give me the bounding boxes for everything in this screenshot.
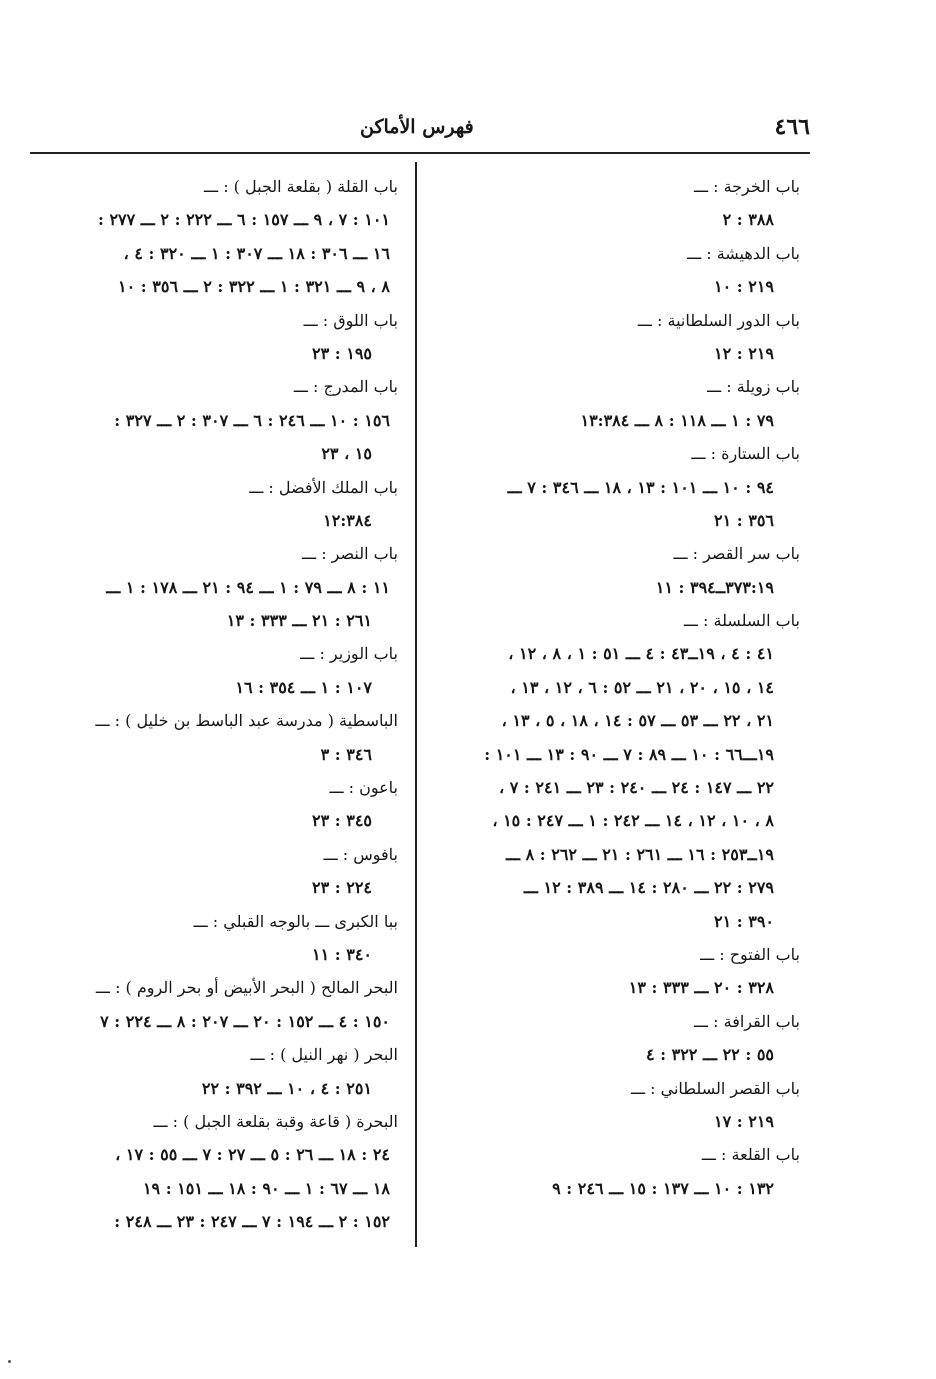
scan-speck <box>8 1360 11 1363</box>
index-entry-references: ١٠٧ : ١ ـــ ٣٥٤ : ١٦ <box>235 677 372 697</box>
index-entry-heading: باب المدرج : ـــ <box>293 377 398 397</box>
index-entry-heading: باب الدور السلطانية : ـــ <box>637 310 800 330</box>
index-entry-references: ٥٥ : ٢٢ ـــ ٣٢٢ : ٤ <box>645 1045 774 1065</box>
index-entry-heading: البحرة ( قاعة وقبة بقلعة الجبل ) : ـــ <box>153 1111 398 1131</box>
index-entry-heading: باب القرافة : ـــ <box>693 1011 800 1031</box>
index-entry-references: ٣٧٣:١٩ــ٣٩٤ : ١١ <box>655 577 774 597</box>
index-entry-references: ١١ : ٨ ـــ ٧٩ : ١ ـــ ٩٤ : ٢١ ـــ ١٧٨ : ١ ـــ <box>106 577 390 597</box>
index-entry-references: ٣٤٦ : ٣ <box>320 744 372 764</box>
index-entry-references: ١٥٢ : ٢ ـــ ١٩٤ : ٧ ـــ ٢٤٧ : ٢٣ ـــ ٢٤٨ : <box>114 1212 390 1232</box>
index-entry-references: ٢١٩ : ١٢ <box>713 343 774 363</box>
page-title: فهرس الأماكن <box>360 116 474 138</box>
index-entry-references: ٩٤ : ١٠ ـــ ١٠١ : ١٣ ، ١٨ ـــ ٣٤٦ : ٧ ـــ <box>507 477 774 497</box>
index-entry-heading: باب السلسلة : ـــ <box>683 611 800 631</box>
index-entry-heading: ببا الكبرى ـــ بالوجه القبلي : ـــ <box>193 911 398 931</box>
index-entry-references: ٨ ، ٩ ـــ ٣٢١ : ١ ـــ ٣٢٢ : ٢ ـــ ٣٥٦ : ١٠ <box>118 277 390 297</box>
index-entry-heading: بافوس : ـــ <box>323 844 398 864</box>
index-entry-references: ١٩ـــ٦٦ : ١٠ ـــ ٨٩ : ٧ ـــ ٩٠ : ١٣ ـــ ١٠١ : <box>484 744 774 764</box>
right-column <box>438 170 800 1205</box>
index-entry-references: ٢١٩ : ١٠ <box>713 277 774 297</box>
index-entry-heading: باب الوزير : ـــ <box>300 644 398 664</box>
column-divider <box>415 162 417 1247</box>
index-entry-references: ٣٤٠ : ١١ <box>311 944 372 964</box>
index-entry-heading: باب سر القصر : ـــ <box>673 544 800 564</box>
index-entry-references: ٣٩٠ : ٢١ <box>713 911 774 931</box>
header-rule <box>30 152 810 154</box>
index-entry-references: ١٤ ، ١٥ ، ٢٠ ، ٢١ ـــ ٥٢ : ٦ ، ١٢ ، ١٣ ، <box>510 677 774 697</box>
index-entry-heading: باب اللوق : ـــ <box>303 310 398 330</box>
index-entry-heading: باب النصر : ـــ <box>302 544 398 564</box>
index-entry-heading: باب الستارة : ـــ <box>691 444 800 464</box>
index-entry-references: ٢٧٩ : ٢٢ ـــ ٢٨٠ : ١٤ ـــ ٣٨٩ : ١٢ ـــ <box>523 878 774 898</box>
index-entry-heading: باب زويلة : ـــ <box>707 377 800 397</box>
index-entry-references: ١٩٥ : ٢٣ <box>311 343 372 363</box>
index-entry-references: ٢٦١ : ٢١ ـــ ٣٣٣ : ١٣ <box>226 611 372 631</box>
index-entry-references: ٢٤ : ١٨ ـــ ٢٦ : ٥ ـــ ٢٧ : ٧ ـــ ٥٥ : ١٧ ، <box>115 1145 390 1165</box>
index-entry-references: ١٥٦ : ١٠ ـــ ٢٤٦ : ٦ ـــ ٣٠٧ : ٢ ـــ ٣٢٧ : <box>114 410 390 430</box>
index-entry-references: ١٦ ـــ ٣٠٦ : ١٨ ـــ ٣٠٧ : ١ ـــ ٣٢٠ : ٤ ، <box>123 243 390 263</box>
index-entry-heading: البحر المالح ( البحر الأبيض أو بحر الروم ) : ـــ <box>95 978 398 998</box>
index-entry-references: ١٠١ : ٧ ، ٩ ـــ ١٥٧ : ٦ ـــ ٢٢٢ : ٢ ـــ ٢٧٧ : <box>97 210 390 230</box>
left-column <box>36 170 398 1239</box>
index-entry-references: ٣٢٨ : ٢٠ ـــ ٣٣٣ : ١٣ <box>628 978 774 998</box>
index-entry-references: ٣٤٥ : ٢٣ <box>311 811 372 831</box>
index-entry-heading: باب القصر السلطاني : ـــ <box>631 1078 800 1098</box>
index-entry-heading: باب القلة ( بقلعة الجبل ) : ـــ <box>204 177 398 196</box>
index-entry-references: ٢١ ، ٢٢ ـــ ٥٣ ـــ ٥٧ : ١٤ ، ١٨ ، ٥ ، ١٣ ، <box>501 711 774 731</box>
index-entry-references: ١٢:٣٨٤ <box>323 510 372 530</box>
index-entry-references: ٧٩ : ١ ـــ ١١٨ : ٨ ـــ ١٣:٣٨٤ <box>580 410 774 430</box>
index-entry-heading: باعون : ـــ <box>329 778 398 798</box>
index-entry-references: ١٥ ، ٢٣ <box>321 444 372 464</box>
index-entry-heading: باب الخرجة : ـــ <box>693 177 800 196</box>
index-entry-heading: الباسطية ( مدرسة عبد الباسط بن خليل ) : ـــ <box>95 711 398 731</box>
index-entry-references: ١٩ــ٢٥٣ : ١٦ ـــ ٢٦١ : ٢١ ـــ ٢٦٢ : ٨ ـــ <box>505 844 774 864</box>
index-entry-heading: البحر ( نهر النيل ) : ـــ <box>250 1045 398 1065</box>
index-entry-references: ٢٢ ـــ ١٤٧ : ٢٤ ـــ ٢٤٠ : ٢٣ ـــ ٢٤١ : ٧ ، <box>499 778 774 798</box>
index-entry-heading: باب الملك الأفضل : ـــ <box>249 477 398 497</box>
index-entry-references: ٢٢٤ : ٢٣ <box>311 878 372 898</box>
index-entry-references: ٢١٩ : ١٧ <box>713 1111 774 1131</box>
index-entry-references: ١٣٢ : ١٠ ـــ ١٣٧ : ١٥ ـــ ٢٤٦ : ٩ <box>552 1178 774 1198</box>
page-number: ٤٦٦ <box>774 114 810 140</box>
index-entry-references: ١٨ ـــ ٦٧ : ١ ـــ ٩٠ : ١٨ ـــ ١٥١ : ١٩ <box>142 1178 390 1198</box>
page-header <box>30 112 810 146</box>
index-entry-references: ١٥٠ : ٤ ـــ ١٥٢ : ٢٠ ـــ ٢٠٧ : ٨ ـــ ٢٢٤ : ٧ <box>100 1011 390 1031</box>
index-entry-references: ٢٥١ : ٤ ، ١٠ ـــ ٣٩٢ : ٢٢ <box>201 1078 372 1098</box>
index-entry-references: ٨ ، ١٠ ، ١٢ ، ١٤ ـــ ٢٤٢ : ١ ـــ ٢٤٧ : ١٥ ، <box>492 811 774 831</box>
index-entry-heading: باب الفتوح : ـــ <box>700 944 800 964</box>
index-entry-references: ٣٥٦ : ٢١ <box>713 510 774 530</box>
index-entry-heading: باب الدهيشة : ـــ <box>687 243 800 263</box>
index-entry-references: ٣٨٨ : ٢ <box>722 210 774 230</box>
index-entry-heading: باب القلعة : ـــ <box>701 1145 800 1165</box>
index-entry-references: ٤١ : ٤ ، ١٩ــ٤٣ : ٤ ـــ ٥١ : ١ ، ٨ ، ١٢ ، <box>508 644 774 664</box>
